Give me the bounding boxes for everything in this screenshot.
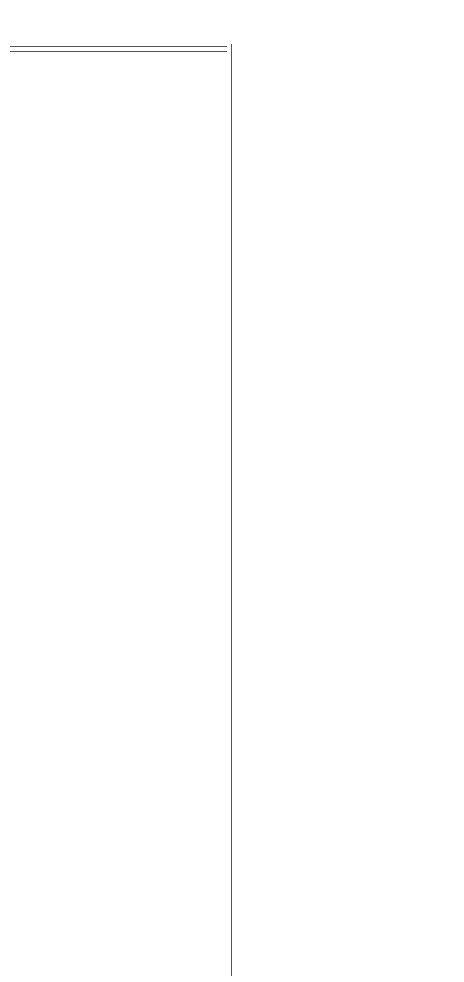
article-columns: [6, 44, 458, 976]
divider: [10, 51, 227, 52]
left-column: [6, 44, 232, 976]
right-column: [232, 44, 458, 976]
continued-from-label: [10, 44, 227, 47]
